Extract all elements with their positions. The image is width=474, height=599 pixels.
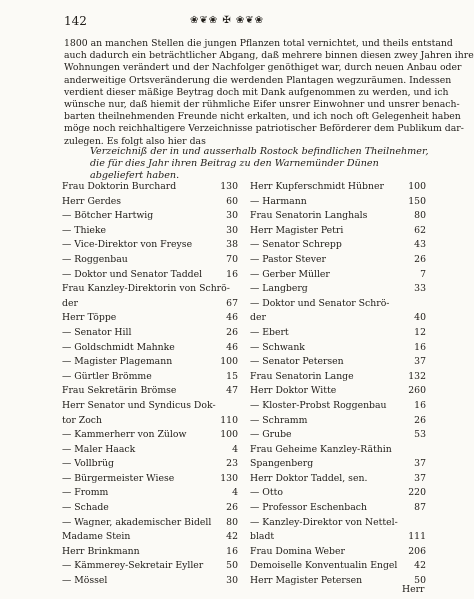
contributor-entry: [250, 238, 426, 253]
contribution-amount: 37: [414, 472, 426, 484]
contributor-entry: [250, 472, 426, 487]
contributor-name: — Professor Eschenbach: [250, 502, 367, 514]
page-number: 142: [64, 14, 87, 28]
contributor-entry: [62, 545, 238, 560]
contribution-amount: 80: [414, 210, 426, 222]
contributor-entry: [250, 326, 426, 341]
contribution-amount: 40: [414, 312, 426, 324]
contribution-amount: 42: [414, 560, 426, 572]
contributor-entry: [62, 472, 238, 487]
contribution-amount: 62: [414, 224, 426, 236]
contributor-entry: [62, 311, 238, 326]
contributor-name: — Langberg: [250, 283, 308, 295]
contributor-name: bladt: [250, 531, 275, 543]
contribution-amount: 111: [408, 531, 426, 543]
contributor-entry: [62, 486, 238, 501]
page-header: [64, 14, 416, 30]
contribution-amount: 132: [408, 370, 426, 382]
contributor-name: — Vollbrüg: [62, 458, 114, 470]
contributor-entry: [62, 530, 238, 545]
intro-paragraph: [64, 38, 474, 148]
contribution-amount: 26: [414, 414, 426, 426]
contribution-amount: 110: [220, 414, 238, 426]
contributor-entry: [250, 209, 426, 224]
contributor-entry: [250, 282, 426, 297]
contribution-amount: 70: [226, 253, 238, 265]
contributor-name: Frau Domina Weber: [250, 545, 345, 557]
contribution-amount: 260: [408, 385, 426, 397]
intro-line: 1800 an manchen Stellen die jungen Pflanzen total vernichtet, und theils entstand: [64, 38, 453, 49]
contributor-entry: [250, 370, 426, 385]
contributor-name: — Kloster-Probst Roggenbau: [250, 399, 387, 411]
contribution-amount: 80: [226, 516, 238, 528]
contributor-entry: [250, 268, 426, 283]
contributor-entry: [62, 516, 238, 531]
contribution-amount: 60: [226, 195, 238, 207]
contributor-entry: [250, 486, 426, 501]
contributor-name: Madame Stein: [62, 531, 131, 543]
contributor-entry: [62, 370, 238, 385]
contributor-name: — Fromm: [62, 487, 109, 499]
contributor-entry: [250, 530, 426, 545]
contributor-name: Herr Senator und Syndicus Dok-: [62, 399, 216, 411]
contribution-amount: 87: [414, 502, 426, 514]
contributor-name: — Roggenbau: [62, 253, 128, 265]
contribution-amount: 206: [408, 545, 426, 557]
contribution-amount: 30: [226, 224, 238, 236]
contribution-amount: 30: [226, 575, 238, 587]
contributor-entry: [62, 355, 238, 370]
heading-line: die für dies Jahr ihren Beitrag zu den Warnemünder Dünen: [90, 157, 379, 169]
contributor-name: — Doktor und Senator Taddel: [62, 268, 203, 280]
catchword: Herr: [402, 584, 425, 595]
contribution-amount: 4: [232, 487, 238, 499]
contributor-name: — Kammerherr von Zülow: [62, 429, 187, 441]
contributor-name: Frau Sekretärin Brömse: [62, 385, 177, 397]
contributor-name: — Goldschmidt Mahnke: [62, 341, 175, 353]
contributor-name: — Doktor und Senator Schrö-: [250, 297, 390, 309]
contributor-entry: [62, 209, 238, 224]
header-ornament: ❀❦❀ ✠ ❀❦❀: [190, 15, 265, 26]
contribution-amount: 100: [408, 181, 426, 192]
contributor-name: — Senator Schrepp: [250, 239, 342, 251]
contributor-name: Demoiselle Konventualin Engel: [250, 560, 398, 572]
contributor-name: Herr Gerdes: [62, 195, 122, 207]
contributor-name: tor Zoch: [62, 414, 102, 426]
contribution-amount: 16: [414, 399, 426, 411]
intro-line: auch dadurch ein beträchtlicher Abgang, daß mehrere binnen diesen zwey Jahren ihre: [64, 50, 474, 62]
contributor-name: — Bürgermeister Wiese: [62, 472, 175, 484]
contributor-entry: [62, 282, 238, 297]
contribution-amount: 67: [226, 297, 238, 309]
contribution-amount: 47: [226, 385, 238, 397]
contribution-amount: 50: [414, 575, 426, 587]
intro-line: anderweitige Ortsveränderung die werdenden Plantagen wegzuräumen. Indessen: [64, 74, 452, 86]
contributor-name: — Bötcher Hartwig: [62, 210, 154, 222]
contributor-entry: [62, 253, 238, 268]
contributor-name: der: [250, 312, 266, 324]
contribution-amount: 53: [414, 429, 426, 441]
contribution-amount: 37: [414, 356, 426, 368]
contribution-amount: 130: [220, 472, 238, 484]
contributor-name: — Gürtler Brömme: [62, 370, 152, 382]
contribution-amount: 33: [414, 283, 426, 295]
contribution-amount: 26: [414, 253, 426, 265]
intro-line: verdient dieser mäßige Beytrag doch mit Dank aufgenommen zu werden, und ich: [64, 86, 449, 98]
contribution-amount: 23: [226, 458, 238, 470]
intro-line: möge noch reichhaltigere Verzeichnisse patriotischer Beförderer dem Publikum dar-: [64, 123, 464, 135]
contributor-name: Frau Senatorin Langhals: [250, 210, 368, 222]
contributor-entry: [62, 180, 238, 195]
contributor-name: — Pastor Stever: [250, 253, 326, 265]
contributor-entry: [62, 443, 238, 458]
contributor-entry: [62, 384, 238, 399]
contributor-name: Spangenberg: [250, 458, 314, 470]
contributor-entry: [250, 545, 426, 560]
contributor-name: Herr Brinkmann: [62, 545, 140, 557]
contributor-entry: [62, 501, 238, 516]
contribution-amount: 26: [226, 326, 238, 338]
contribution-amount: 16: [226, 545, 238, 557]
contributor-entry: [250, 224, 426, 239]
contribution-amount: 7: [420, 268, 426, 280]
contributor-name: Frau Kanzley-Direktorin von Schrö-: [62, 283, 230, 295]
contributor-entry: [62, 297, 238, 312]
contribution-amount: 16: [226, 268, 238, 280]
contribution-amount: 46: [226, 312, 238, 324]
contribution-amount: 46: [226, 341, 238, 353]
contributor-name: — Ebert: [250, 326, 289, 338]
contribution-amount: 4: [232, 443, 238, 455]
contributor-entry: [250, 355, 426, 370]
contributor-entry: [250, 428, 426, 443]
contribution-amount: 38: [226, 239, 238, 251]
contributor-entry: [62, 414, 238, 429]
contributor-name: — Kämmerey-Sekretair Eyller: [62, 560, 204, 572]
contributor-name: — Wagner, akademischer Bidell: [62, 516, 212, 528]
contributor-entry: [250, 457, 426, 472]
contribution-amount: 26: [226, 502, 238, 514]
contributor-entry: [250, 297, 426, 312]
contributor-name: — Thieke: [62, 224, 107, 236]
contributor-entry: [250, 443, 426, 458]
intro-line: zulegen. Es folgt also hier das: [64, 135, 206, 147]
contributor-name: — Harmann: [250, 195, 307, 207]
contributor-name: Frau Senatorin Lange: [250, 370, 354, 382]
contribution-amount: 12: [414, 326, 426, 338]
contributor-name: — Vice-Direktor von Freyse: [62, 239, 193, 251]
contributor-entry: [62, 224, 238, 239]
contribution-amount: 30: [226, 210, 238, 222]
contributor-entry: [62, 428, 238, 443]
contributor-name: Herr Magister Petersen: [250, 575, 363, 587]
contributor-name: — Senator Petersen: [250, 356, 344, 368]
contribution-amount: 43: [414, 239, 426, 251]
contribution-amount: 16: [414, 341, 426, 353]
contribution-amount: 37: [414, 458, 426, 470]
contributor-entry: [62, 268, 238, 283]
contributor-entry: [250, 311, 426, 326]
heading-line: abgeliefert haben.: [90, 169, 180, 181]
contribution-amount: 100: [220, 429, 238, 441]
contributor-name: — Mössel: [62, 575, 108, 587]
contributor-name: Herr Doktor Witte: [250, 385, 337, 397]
contributor-name: Herr Kupferschmidt Hübner: [250, 181, 384, 192]
contributors-right-column: [250, 180, 426, 589]
contribution-amount: 150: [408, 195, 426, 207]
contributor-entry: [62, 399, 238, 414]
intro-line: Wohnungen verändert und der Nachfolger genöthiget war, durch neuen Anbau oder: [64, 62, 462, 74]
contributor-entry: [250, 559, 426, 574]
contributor-entry: [250, 195, 426, 210]
intro-line: wünsche nur, daß hiemit der rühmliche Eifer unsrer Einwohner und unsrer benach-: [64, 99, 460, 111]
contribution-amount: 42: [226, 531, 238, 543]
contributor-entry: [250, 341, 426, 356]
contributor-name: — Schwank: [250, 341, 305, 353]
contribution-amount: 15: [226, 370, 238, 382]
contributor-name: — Gerber Müller: [250, 268, 330, 280]
contribution-amount: 130: [220, 181, 238, 192]
contributor-entry: [62, 559, 238, 574]
contributor-entry: [62, 341, 238, 356]
contributor-name: — Senator Hill: [62, 326, 132, 338]
contributor-name: der: [62, 297, 78, 309]
contributor-entry: [62, 195, 238, 210]
contribution-amount: 100: [220, 356, 238, 368]
contributor-entry: [250, 516, 426, 531]
contributors-left-column: [62, 180, 238, 589]
contributor-name: Herr Magister Petri: [250, 224, 344, 236]
contributor-name: — Schramm: [250, 414, 308, 426]
contributor-entry: [62, 457, 238, 472]
contributor-entry: [62, 574, 238, 589]
list-heading: [90, 146, 429, 181]
contributor-name: Herr Töppe: [62, 312, 117, 324]
contributor-entry: [250, 384, 426, 399]
contributor-entry: [250, 253, 426, 268]
contribution-amount: 220: [408, 487, 426, 499]
contributor-name: — Otto: [250, 487, 283, 499]
contributor-name: — Magister Plagemann: [62, 356, 173, 368]
contributor-entry: [250, 574, 426, 589]
contributor-name: Frau Doktorin Burchard: [62, 181, 177, 192]
contributor-name: — Schade: [62, 502, 109, 514]
contributor-name: — Kanzley-Direktor von Nettel-: [250, 516, 398, 528]
contributor-entry: [250, 414, 426, 429]
contributor-entry: [250, 501, 426, 516]
contributor-entry: [62, 326, 238, 341]
contributor-name: Herr Doktor Taddel, sen.: [250, 472, 368, 484]
contributor-name: — Maler Haack: [62, 443, 136, 455]
contributor-entry: [250, 399, 426, 414]
heading-line: Verzeichniß der in und ausserhalb Rostock befindlichen Theilnehmer,: [90, 146, 429, 157]
contributor-name: Frau Geheime Kanzley-Räthin: [250, 443, 392, 455]
contributor-name: — Grube: [250, 429, 292, 441]
contribution-amount: 50: [226, 560, 238, 572]
contributor-entry: [250, 180, 426, 195]
contributor-entry: [62, 238, 238, 253]
intro-line: barten theilnehmenden Freunde nicht erkalten, und ich noch oft Gelegenheit haben: [64, 111, 461, 123]
